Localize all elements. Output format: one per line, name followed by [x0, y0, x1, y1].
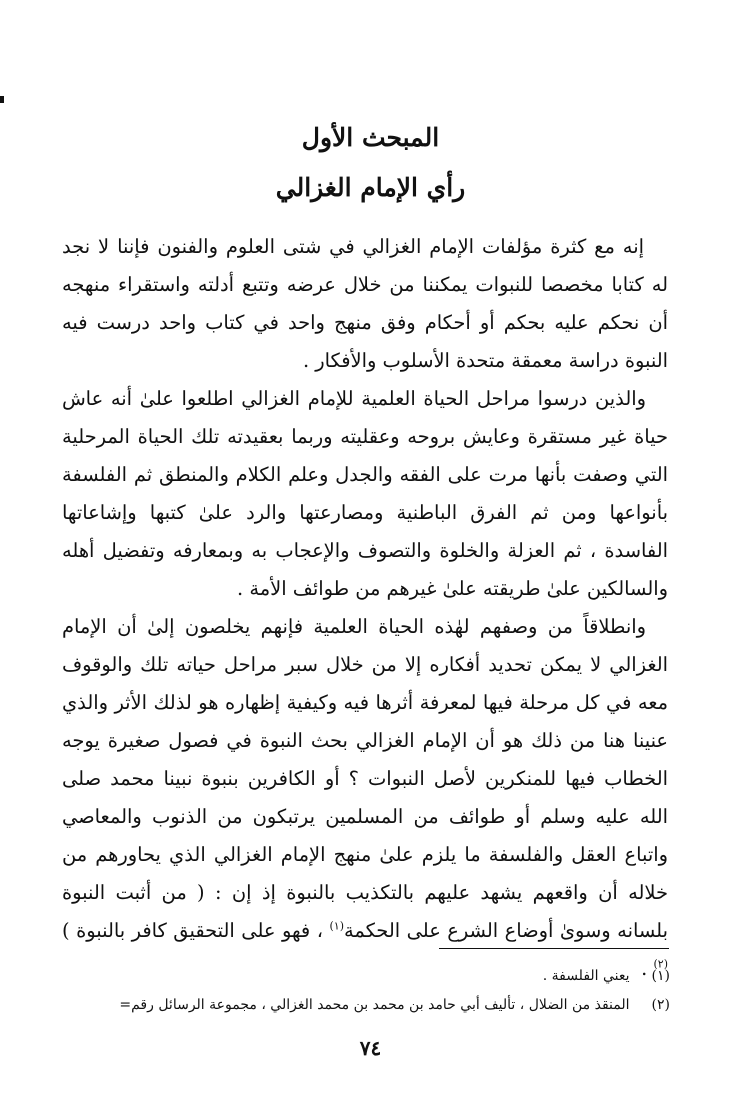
footnote-ref-2[interactable]: (٢): [653, 957, 668, 971]
paragraph-2: والذين درسوا مراحل الحياة العلمية للإمام الغزالي اطلعوا علىٰ أنه عاش حياة غير مستقرة وعايش بروحه وعقليته وربما بعقيدته تلك الحياة المرحلية التي وصفت بأنها مرت على الفقه والجدل وعلم الكلام والمنطق ثم الفلسفة بأنواعها ومن ثم الفرق الباطنية ومصارعتها والرد علىٰ كتبها وإشاعاتها الفاسدة ، ثم العزلة والخلوة والتصوف والإعجاب به وبمعارفه وتفضيل أهله والسالكين علىٰ طريقته علىٰ غيرهم من طوائف الأمة .: [62, 387, 668, 600]
footnote-number: (١): [651, 968, 670, 984]
page-number: ٧٤: [359, 1036, 382, 1060]
footnote-ref-1[interactable]: (١): [329, 919, 344, 933]
footnote-number: (٢): [651, 997, 670, 1013]
margin-mark: [0, 96, 4, 103]
footnotes: [62, 962, 670, 1020]
footnote-1: [62, 962, 670, 991]
footnote-text: يعني الفلسفة .: [542, 968, 630, 984]
footnote-2: [62, 991, 670, 1020]
footnote-text: المنقذ من الضلال ، تأليف أبي حامد بن محمد بن محمد الغزالي ، مجموعة الرسائل رقم=: [119, 997, 630, 1013]
section-title: المبحث الأول: [301, 123, 440, 152]
section-subtitle: رأي الإمام الغزالي: [275, 173, 466, 202]
paragraph-3-end: .: [641, 957, 654, 980]
paragraph-3: [62, 608, 668, 988]
paragraph-3-text: وانطلاقاً من وصفهم لهٰذه الحياة العلمية فإنهم يخلصون إلىٰ أن الإمام الغزالي لا يمكن تحديد أفكاره إلا من خلال سبر مراحل حياته تلك والوقوف معه في كل مرحلة فيها لمعرفة أثرها فيه وكيفية إظهاره هو لذلك الأثر والذي عنينا هنا من ذلك هو أن الإمام الغزالي بحث النبوة في فصول صغيرة يوجه الخطاب فيها للمنكرين لأصل النبوات ؟ أو الكافرين بنبوة نبينا محمد صلى الله عليه وسلم أو طوائف من المسلمين يرتبكون من الذنوب والمعاصي واتباع العقل والفلسفة ما يلزم علىٰ منهج الإمام الغزالي الذي يحاورهم من خلاله أن واقعهم يشهد عليهم بالتكذيب بالنبوة إذ إن : ( من أثبت النبوة بلسانه وسوىٰ أوضاع الشرع على الحكمة: [62, 615, 668, 942]
footnote-separator: [439, 948, 669, 949]
body-text: [62, 228, 668, 988]
paragraph-1: إنه مع كثرة مؤلفات الإمام الغزالي في شتى العلوم والفنون فإننا لا نجد له كتابا مخصصا للنبوات يمكننا من خلال عرضه وتتبع أدلته واستقراء منهجه أن نحكم عليه بحكم أو أحكام وفق منهج واحد في كتاب واحد درست فيه النبوة دراسة معمقة متحدة الأسلوب والأفكار .: [62, 235, 668, 372]
paragraph-3-tail: ، فهو على التحقيق كافر بالنبوة ): [62, 919, 330, 942]
